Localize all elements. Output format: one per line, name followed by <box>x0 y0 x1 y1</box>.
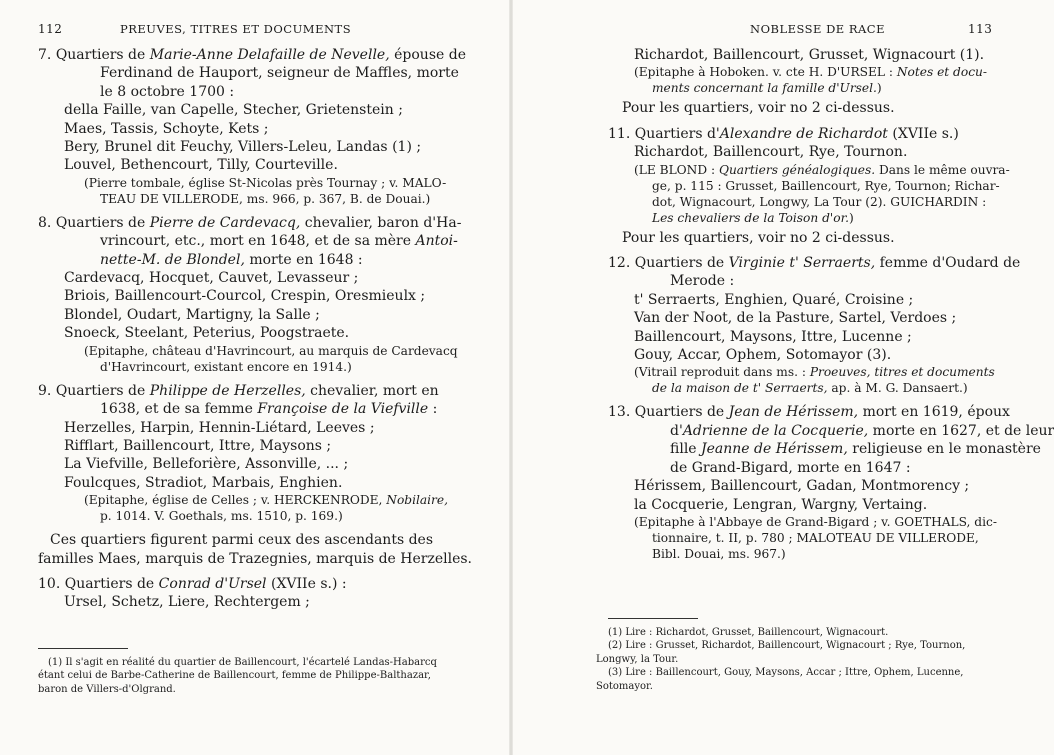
entry-number: 11. <box>608 125 631 142</box>
person-name: Marie-Anne Delafaille de Nevelle, <box>149 47 390 63</box>
right-body <box>608 46 1054 569</box>
entry-number: 9. <box>38 382 52 399</box>
entry-number: 8. <box>38 214 52 231</box>
quartier-line: Foulcques, Stradiot, Marbais, Enghien. <box>64 474 343 491</box>
footnote-3: (3) Lire : Baillencourt, Gouy, Maysons, Accar ; Ittre, Ophem, Lucenne, <box>608 667 964 679</box>
reference: (Epitaphe à Hoboken. v. cte H. D'URSEL : Notes et docu- <box>634 65 987 80</box>
person-name: Philippe de Herzelles, <box>149 382 306 399</box>
quartier-line: Briois, Baillencourt-Courcol, Crespin, Oresmieulx ; <box>64 288 426 305</box>
quartier-line: Blondel, Oudart, Martigny, la Salle ; <box>64 306 320 323</box>
person-name: Jean de Hérissem, <box>728 404 859 421</box>
quartier-line: Baillencourt, Maysons, Ittre, Lucenne ; <box>634 328 912 345</box>
page-number: 113 <box>968 22 993 36</box>
quartier-line: Hérissem, Baillencourt, Gadan, Montmorency ; <box>634 478 970 495</box>
quartier-line: Van der Noot, de la Pasture, Sartel, Verdoes ; <box>634 310 957 327</box>
entry-12: 12. Quartiers de Virginie t' Serraerts, femme d'Oudard de Merode : t' Serraerts, Enghien, Quaré, Croisine ; Van der Noot, de la Pasture, Sartel, Verdoes ; Baillencourt, Maysons, Ittre, Lucenne ; Gouy, Accar, Ophem, Sotomayor (3). (Vitrail reproduit dans ms. : Proeuves, titres et documents de la maison de t' Serraerts, ap. à M. G. Dansaert.) <box>608 255 1021 396</box>
footnotes: (1) Il s'agit en réalité du quartier de Baillencourt, l'écartelé Landas-Habarcq étant celui de Barbe-Catherine de Baillencourt, femme de Philippe-Balthazar, baron de Villers-d'Olgrand. <box>38 656 474 696</box>
running-head: NOBLESSE DE RACE <box>750 22 886 36</box>
reference: p. 1014. V. Goethals, ms. 1510, p. 169.) <box>100 509 343 524</box>
entry-number: 10. <box>38 575 61 592</box>
right-page <box>512 0 1054 755</box>
footnote-rule <box>38 648 128 649</box>
quartier-line: Gouy, Accar, Ophem, Sotomayor (3). <box>634 347 892 364</box>
footnote-2: (2) Lire : Grusset, Richardot, Baillencourt, Wignacourt ; Rye, Tournon, <box>608 640 966 652</box>
quartier-line: Snoeck, Steelant, Peterius, Poogstraete. <box>64 325 350 342</box>
entry-number: 12. <box>608 255 631 272</box>
quartier-line: Cardevacq, Hocquet, Cauvet, Levasseur ; <box>64 270 359 287</box>
note-paragraph: Ces quartiers figurent parmi ceux des ascendants des familles Maes, marquis de Trazegnies, marquis de Herzelles. <box>38 532 472 567</box>
reference: (Epitaphe, église de Celles ; v. HERCKENRODE, Nobilaire, <box>84 493 448 508</box>
quartier-line: La Viefville, Belleforière, Assonville, ... ; <box>64 456 349 473</box>
left-body <box>38 46 470 619</box>
entry-number: 7. <box>38 47 52 63</box>
reference: (LE BLOND : Quartiers généalogiques. Dans le même ouvra- <box>634 162 1010 177</box>
reference: TEAU DE VILLERODE, ms. 966, p. 367, B. de Douai.) <box>100 191 431 206</box>
person-name: Alexandre de Richardot <box>719 125 888 142</box>
entry-10: 10. Quartiers de Conrad d'Ursel (XVIIe s.) : Ursel, Schetz, Liere, Rechtergem ; <box>38 575 470 612</box>
quartier-line: Richardot, Baillencourt, Rye, Tournon. <box>634 144 908 161</box>
footnotes: (1) Lire : Richardot, Grusset, Baillencourt, Wignacourt. (2) Lire : Grusset, Richardot, Baillencourt, Wignacourt ; Rye, Tournon, Longwy, la Tour. (3) Lire : Baillencourt, Gouy, Maysons, Accar ; Ittre, Ophem, Lucenne, Sotomayor. <box>596 626 1006 693</box>
entry-7: 7. Quartiers de Marie-Anne Delafaille de Nevelle, épouse de Ferdinand de Hauport, seigneur de Maffles, morte le 8 octobre 1700 : della Faille, van Capelle, Stecher, Grietenstein ; Maes, Tassis, Schoyte, Kets ; Bery, Brunel dit Feuchy, Villers-Leleu, Landas (1) ; Louvel, Bethencourt, Tilly, Courteville. (Pierre tombale, église St-Nicolas près Tournay ; v. MALO- TEAU DE VILLERODE, ms. 966, p. 367, B. de Douai.) <box>38 46 470 207</box>
quartier-line: la Cocquerie, Lengran, Wargny, Vertaing. <box>634 496 928 513</box>
reference: (Vitrail reproduit dans ms. : Proeuves, titres et documents <box>634 365 995 380</box>
entry-9: 9. Quartiers de Philippe de Herzelles, chevalier, mort en 1638, et de sa femme Françoise de la Viefville : Herzelles, Harpin, Hennin-Liétard, Leeves ; Rifflart, Baillencourt, Ittre, Maysons ; La Viefville, Belleforière, Assonville, ... ; Foulcques, Stradiot, Marbais, Enghien. (Epitaphe, église de Celles ; v. HERCKENRODE, Nobilaire, p. 1014. V. Goethals, ms. 1510, p. 169.) <box>38 382 470 524</box>
person-name: Conrad d'Ursel <box>158 575 267 592</box>
reference: (Epitaphe, château d'Havrincourt, au marquis de Cardevacq <box>84 343 458 358</box>
entry-number: 13. <box>608 404 631 421</box>
left-page <box>0 0 512 755</box>
reference: (Pierre tombale, église St-Nicolas près Tournay ; v. MALO- <box>84 175 447 190</box>
quartier-line: Ursel, Schetz, Liere, Rechtergem ; <box>64 594 310 611</box>
reference: (Epitaphe à l'Abbaye de Grand-Bigard ; v. GOETHALS, dic- <box>634 514 997 529</box>
footnote-1: (1) Lire : Richardot, Grusset, Baillencourt, Wignacourt. <box>608 627 889 638</box>
quartier-line: Herzelles, Harpin, Hennin-Liétard, Leeves ; <box>64 419 375 436</box>
entry-13: 13. Quartiers de Jean de Hérissem, mort en 1619, époux d'Adrienne de la Cocquerie, morte en 1627, et de leur fille Jeanne de Hérissem, religieuse en le monastère de Grand-Bigard, morte en 1647 : Hérissem, Baillencourt, Gadan, Montmorency ; la Cocquerie, Lengran, Wargny, Vertaing. (Epitaphe à l'Abbaye de Grand-Bigard ; v. GOETHALS, dic- tionnaire, t. II, p. 780 ; MALOTEAU DE VILLERODE, Bibl. Douai, ms. 967.) <box>608 404 1054 561</box>
quartier-line: Rifflart, Baillencourt, Ittre, Maysons ; <box>64 437 332 454</box>
quartier-line: Bery, Brunel dit Feuchy, Villers-Leleu, Landas (1) ; <box>64 139 422 156</box>
quartier-line: Maes, Tassis, Schoyte, Kets ; <box>64 120 269 137</box>
entry-11: 11. Quartiers d'Alexandre de Richardot (XVIIe s.) Richardot, Baillencourt, Rye, Tournon. (LE BLOND : Quartiers généalogiques. Dans le même ouvra- ge, p. 115 : Grusset, Baillencourt, Rye, Tournon; Richar- dot, Wignacourt, Longwy, La Tour (2). GUICHARDIN : Les chevaliers de la Toison d'or.) Pour les quartiers, voir no 2 ci-dessus. <box>608 125 1018 247</box>
footnote-rule <box>608 618 698 619</box>
entry-10-continued: Richardot, Baillencourt, Grusset, Wignacourt (1). (Epitaphe à Hoboken. v. cte H. D'URSEL : Notes et docu- ments concernant la famille d'Ursel.) Pour les quartiers, voir no 2 ci-dessus. <box>608 46 1018 118</box>
reference: d'Havrincourt, existant encore en 1914.) <box>100 359 352 374</box>
quartier-line: della Faille, van Capelle, Stecher, Grietenstein ; <box>64 102 403 119</box>
person-name: Virginie t' Serraerts, <box>728 255 876 272</box>
footnote-1: (1) Il s'agit en réalité du quartier de Baillencourt, l'écartelé Landas-Habarcq <box>48 657 437 668</box>
entry-8: 8. Quartiers de Pierre de Cardevacq, chevalier, baron d'Ha- vrincourt, etc., mort en 1648, et de sa mère Antoi- nette-M. de Blondel, morte en 1648 : Cardevacq, Hocquet, Cauvet, Levasseur ; Briois, Baillencourt-Courcol, Crespin, Oresmieulx ; Blondel, Oudart, Martigny, la Salle ; Snoeck, Steelant, Peterius, Poogstraete. (Epitaphe, château d'Havrincourt, au marquis de Cardevacq d'Havrincourt, existant encore en 1914.) <box>38 214 470 375</box>
page-number: 112 <box>38 22 63 36</box>
running-head: PREUVES, TITRES ET DOCUMENTS <box>120 22 352 36</box>
quartier-line: Louvel, Bethencourt, Tilly, Courteville. <box>64 157 338 174</box>
quartier-line: Richardot, Baillencourt, Grusset, Wignacourt (1). <box>634 47 985 63</box>
person-name: Pierre de Cardevacq, <box>149 214 301 231</box>
quartier-line: t' Serraerts, Enghien, Quaré, Croisine ; <box>634 291 914 308</box>
